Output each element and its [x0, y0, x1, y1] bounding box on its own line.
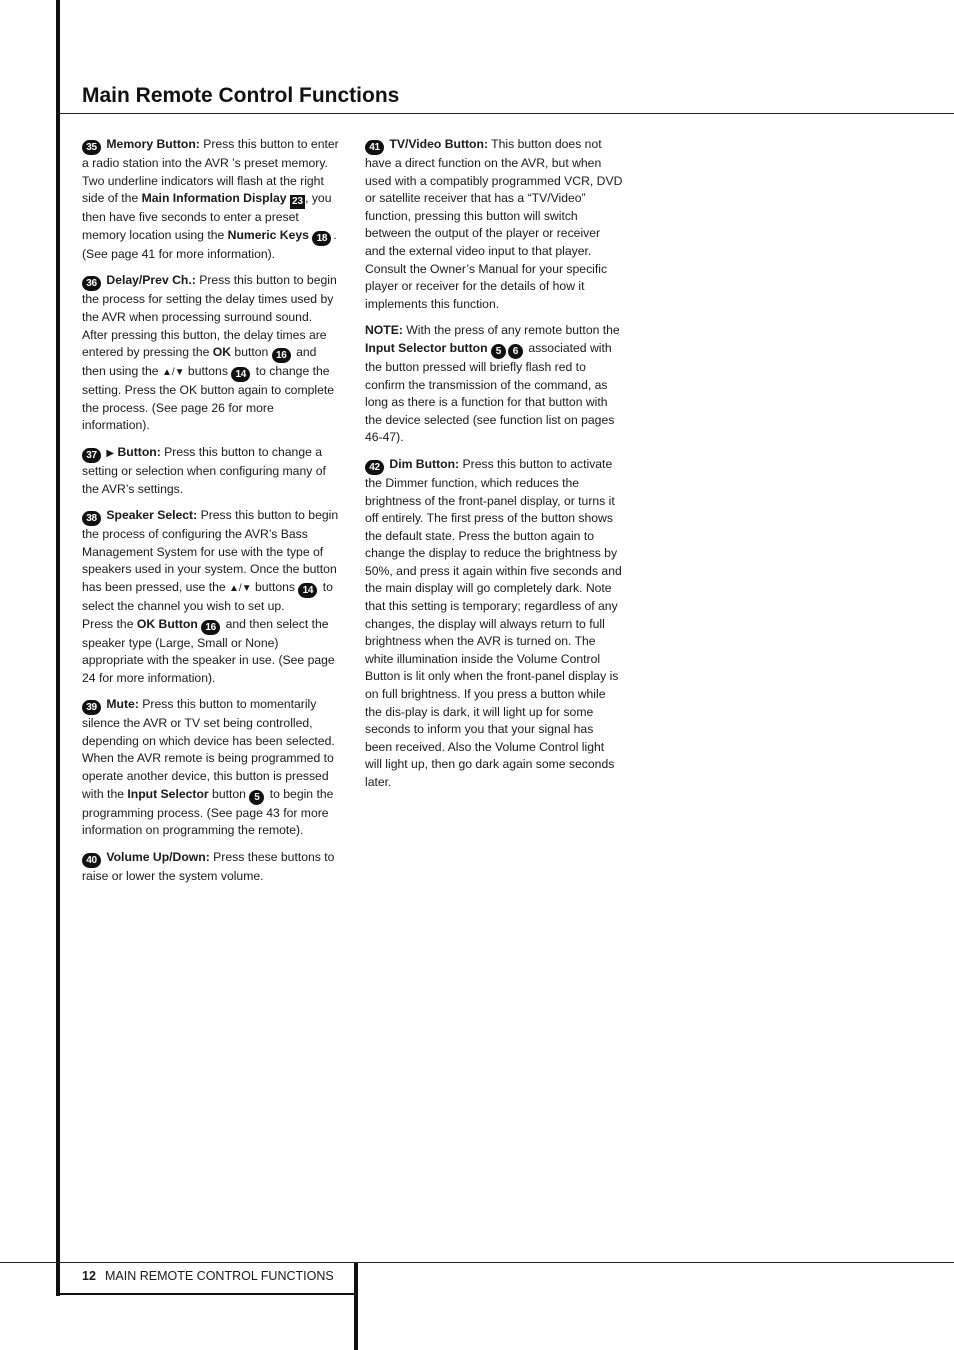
callout-number-icon: 16: [272, 348, 291, 363]
item-37-right-arrow-button: 37 ▶ Button: Press this button to change a setting or selection when configuring many of the AVR’s settings.: [82, 444, 326, 496]
callout-number-icon: 14: [231, 367, 250, 382]
page-title: Main Remote Control Functions: [82, 84, 400, 107]
callout-number-icon: 36: [82, 276, 101, 291]
up-down-arrow-icon: ▲/▼: [229, 582, 252, 594]
column-right: [365, 136, 623, 801]
callout-number-icon: 39: [82, 700, 101, 715]
page-number: 12: [82, 1269, 96, 1283]
callout-number-icon: 35: [82, 140, 101, 155]
item-35-memory-button: 35 Memory Button: Press this button to enter a radio station into the AVR ’s preset memory. Two underline indicators will flash at the right side of the Main Information Display 23 , you then have five seconds to enter a preset memory location using the Numeric Keys 18 . (See page 41 for more information).: [82, 137, 339, 261]
callout-number-icon: 18: [312, 231, 331, 246]
callout-number-icon: 5: [491, 344, 506, 359]
footer-section-title: MAIN REMOTE CONTROL FUNCTIONS: [105, 1269, 334, 1283]
callout-number-icon: 37: [82, 448, 101, 463]
left-margin-rule: [56, 0, 60, 1296]
callout-number-icon: 38: [82, 511, 101, 526]
callout-number-icon: 42: [365, 460, 384, 475]
item-heading: Button:: [117, 444, 161, 459]
callout-number-icon: 40: [82, 853, 101, 868]
item-heading: TV/Video Button:: [389, 137, 489, 151]
callout-number-icon: 6: [508, 344, 523, 359]
callout-number-icon: 16: [201, 620, 220, 635]
item-heading: Memory Button:: [106, 137, 200, 151]
callout-number-icon: 41: [365, 140, 384, 155]
footer-vertical-rule: [354, 1263, 358, 1350]
callout-number-icon: 14: [298, 583, 317, 598]
callout-box-number-icon: 23: [291, 196, 304, 208]
title-rule: [56, 113, 954, 114]
note-input-selector: NOTE: With the press of any remote button the Input Selector button 5 6 associated with the button pressed will briefly flash red to confirm the transmission of the command, as long as there is a function for that button with the device selected (see function list on pages 46-47).: [365, 323, 620, 445]
item-41-tv-video-button: 41 TV/Video Button: This button does not have a direct function on the AVR, but when used with a compatibly programmed VCR, DVD or satellite receiver that has a “TV/Video” function, pressing this button will switch between the output of the player or receiver and the external video input to that player. Consult the Owner’s Manual for your specific player or receiver for the details of how it implements this function.: [365, 137, 623, 311]
item-heading: Volume Up/Down:: [106, 849, 210, 864]
item-heading: Delay/Prev Ch.:: [106, 273, 196, 288]
item-42-dim-button: 42 Dim Button: Press this button to activate the Dimmer function, which reduces the brightness of the front-panel display, or turns it off entirely. The first press of the button shows the default state. Press the button again to change the display to reduce the brightness by 50%, and press it again within five seconds and the main display will go completely dark. Note that this setting is temporary; regardless of any changes, the display will always return to full brightness when the AVR is turned on. The white illumination inside the Volume Control Button is lit only when the front-panel display is on full brightness. If you press a button while the dis-play is dark, it will light up for some seconds to inform you that your signal has been received. Also the Volume Control light will light up, then go dark again some seconds later.: [365, 456, 622, 789]
item-heading: Speaker Select:: [106, 508, 198, 523]
item-38-speaker-select: 38 Speaker Select: Press this button to begin the process of configuring the AVR’s Bass Management System for use with the type of speakers used in your system. Once the button has been pressed, use the ▲/▼ buttons 14 to select the channel you wish to set up. Press the OK Button 16 and then select the speaker type (Large, Small or None) appropriate with the speaker in use. (See page 24 for more information).: [82, 508, 339, 685]
up-down-arrow-icon: ▲/▼: [161, 367, 185, 379]
right-arrow-icon: ▶: [106, 447, 115, 459]
item-40-volume-up-down: 40 Volume Up/Down: Press these buttons to raise or lower the system volume.: [82, 849, 335, 883]
note-heading: NOTE:: [365, 323, 403, 338]
item-heading: Mute:: [106, 697, 139, 712]
column-left: [82, 136, 340, 894]
item-36-delay-prev-ch: 36 Delay/Prev Ch.: Press this button to begin the process for setting the delay times used by the AVR when processing surround sound. After pressing this button, the delay times are entered by pressing the OK button 16 and then using the ▲/▼ buttons 14 to change the setting. Press the OK button again to complete the process. (See page 26 for more information).: [82, 273, 337, 433]
callout-number-icon: 5: [249, 790, 264, 805]
item-39-mute: 39 Mute: Press this button to momentarily silence the AVR or TV set being controlled, depending on which device has been selected. When the AVR remote is being programmed to operate another device, this button is pressed with the Input Selector button 5 to begin the programming process. (See page 43 for more information on programming the remote).: [82, 697, 335, 838]
item-heading: Dim Button:: [389, 456, 460, 471]
